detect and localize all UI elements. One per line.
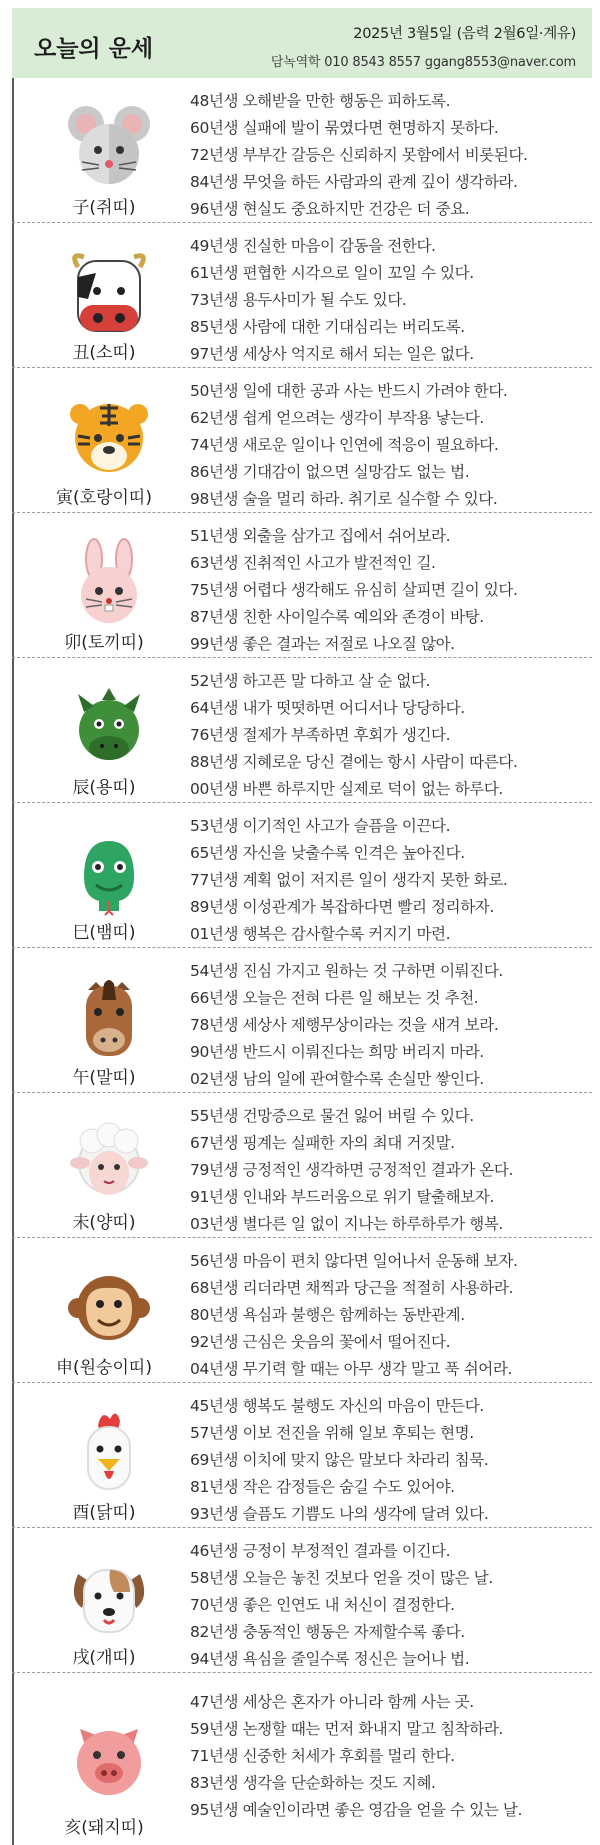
zodiac-animal <box>24 78 184 222</box>
zodiac-name: 寅(호랑이띠) <box>56 488 152 508</box>
fortune-line: 54년생 진심 가지고 원하는 것 구하면 이뤄진다. <box>190 962 503 980</box>
zodiac-name: 子(쥐띠) <box>72 198 136 218</box>
fortune-line: 72년생 부부간 갈등은 신뢰하지 못함에서 비롯된다. <box>190 146 528 164</box>
page-title: 오늘의 운세 <box>34 36 154 62</box>
zodiac-animal <box>24 513 184 657</box>
fortune-line: 60년생 실패에 발이 묶였다면 현명하지 못하다. <box>190 119 499 137</box>
dog-icon <box>64 1552 154 1642</box>
fortune-line: 93년생 슬픔도 기쁨도 나의 생각에 달려 있다. <box>190 1505 489 1523</box>
zodiac-name: 巳(뱀띠) <box>72 923 136 943</box>
fortune-line: 70년생 좋은 인연도 내 처신이 결정한다. <box>190 1596 455 1614</box>
fortune-line: 96년생 현실도 중요하지만 건강은 더 중요. <box>190 200 470 218</box>
fortune-line: 58년생 오늘은 놓친 것보다 얻을 것이 많은 날. <box>190 1569 493 1587</box>
fortune-lines <box>190 958 503 1093</box>
rooster-icon <box>64 1407 154 1497</box>
fortune-line: 79년생 긍정적인 생각하면 긍정적인 결과가 온다. <box>190 1161 513 1179</box>
fortune-line: 80년생 욕심과 불행은 함께하는 동반관계. <box>190 1306 465 1324</box>
fortune-line: 61년생 편협한 시각으로 일이 꼬일 수 있다. <box>190 264 474 282</box>
fortune-line: 89년생 이성관계가 복잡하다면 빨리 정리하자. <box>190 898 494 916</box>
zodiac-row <box>12 1673 592 1843</box>
fortune-line: 57년생 이보 전진을 위해 일보 후퇴는 현명. <box>190 1424 474 1442</box>
zodiac-animal <box>24 1673 184 1843</box>
pig-icon <box>64 1713 154 1803</box>
zodiac-animal <box>24 223 184 367</box>
fortune-lines <box>190 813 507 948</box>
zodiac-name: 戌(개띠) <box>72 1648 136 1668</box>
fortune-lines <box>190 88 528 223</box>
fortune-line: 71년생 신중한 처세가 후회를 멀리 한다. <box>190 1747 455 1765</box>
fortune-line: 59년생 논쟁할 때는 먼저 화내지 말고 침착하라. <box>190 1720 503 1738</box>
fortune-line: 69년생 이치에 맞지 않은 말보다 차라리 침묵. <box>190 1451 489 1469</box>
zodiac-animal <box>24 1238 184 1382</box>
fortune-line: 87년생 친한 사이일수록 예의와 존경이 바탕. <box>190 608 484 626</box>
zodiac-row <box>12 658 592 803</box>
zodiac-animal <box>24 1093 184 1237</box>
fortune-line: 04년생 무기력 할 때는 아무 생각 말고 푹 쉬어라. <box>190 1360 512 1378</box>
fortune-lines <box>190 378 507 513</box>
fortune-line: 97년생 세상사 억지로 해서 되는 일은 없다. <box>190 345 474 363</box>
fortune-line: 76년생 절제가 부족하면 후회가 생긴다. <box>190 726 451 744</box>
sheep-icon <box>64 1117 154 1207</box>
fortune-line: 55년생 건망증으로 물건 잃어 버릴 수 있다. <box>190 1107 474 1125</box>
fortune-line: 77년생 계획 없이 저지른 일이 생각지 못한 화로. <box>190 871 508 889</box>
fortune-line: 48년생 오해받을 만한 행동은 피하도록. <box>190 92 451 110</box>
zodiac-row <box>12 1528 592 1673</box>
fortune-line: 94년생 욕심을 줄일수록 정신은 늘어나 법. <box>190 1650 470 1668</box>
fortune-line: 85년생 사람에 대한 기대심리는 버리도록. <box>190 318 465 336</box>
fortune-line: 90년생 반드시 이뤄진다는 희망 버리지 마라. <box>190 1043 484 1061</box>
fortune-line: 65년생 자신을 낮출수록 인격은 높아진다. <box>190 844 465 862</box>
fortune-lines <box>190 523 518 658</box>
zodiac-name: 丑(소띠) <box>72 343 136 363</box>
fortune-line: 88년생 지혜로운 당신 곁에는 항시 사람이 따른다. <box>190 753 518 771</box>
fortune-line: 49년생 진실한 마음이 감동을 전한다. <box>190 237 436 255</box>
fortune-line: 00년생 바쁜 하루지만 실제로 덕이 없는 하루다. <box>190 780 503 798</box>
zodiac-animal <box>24 948 184 1092</box>
zodiac-row <box>12 1383 592 1528</box>
zodiac-name: 辰(용띠) <box>72 778 136 798</box>
fortune-line: 63년생 진취적인 사고가 발전적인 길. <box>190 554 436 572</box>
zodiac-name: 申(원숭이띠) <box>56 1358 152 1378</box>
rabbit-icon <box>64 537 154 627</box>
fortune-line: 95년생 예술인이라면 좋은 영감을 얻을 수 있는 날. <box>190 1801 523 1819</box>
zodiac-row <box>12 78 592 223</box>
zodiac-animal <box>24 1528 184 1672</box>
fortune-line: 74년생 새로운 일이나 인연에 적응이 필요하다. <box>190 436 499 454</box>
fortune-line: 66년생 오늘은 전혀 다른 일 해보는 것 추천. <box>190 989 479 1007</box>
zodiac-list <box>12 78 592 1843</box>
fortune-lines <box>190 1393 488 1528</box>
snake-icon <box>64 827 154 917</box>
fortune-lines <box>190 1103 513 1238</box>
fortune-line: 68년생 리더라면 채찍과 당근을 적절히 사용하라. <box>190 1279 513 1297</box>
fortune-lines <box>190 1248 518 1383</box>
dragon-icon <box>64 682 154 772</box>
zodiac-name: 午(말띠) <box>72 1068 136 1088</box>
fortune-line: 78년생 세상사 제행무상이라는 것을 새겨 보라. <box>190 1016 499 1034</box>
fortune-line: 53년생 이기적인 사고가 슬픔을 이끈다. <box>190 817 451 835</box>
fortune-lines <box>190 1689 522 1824</box>
contact-line: 담녹역학 010 8543 8557 ggang8553@naver.com <box>270 55 576 70</box>
fortune-line: 45년생 행복도 불행도 자신의 마음이 만든다. <box>190 1397 484 1415</box>
zodiac-row <box>12 1093 592 1238</box>
fortune-line: 91년생 인내와 부드러움으로 위기 탈출해보자. <box>190 1188 494 1206</box>
zodiac-name: 酉(닭띠) <box>72 1503 136 1523</box>
fortune-line: 52년생 하고픈 말 다하고 살 순 없다. <box>190 672 431 690</box>
zodiac-animal <box>24 368 184 512</box>
fortune-line: 51년생 외출을 삼가고 집에서 쉬어보라. <box>190 527 451 545</box>
fortune-line: 98년생 술을 멀리 하라. 취기로 실수할 수 있다. <box>190 490 498 508</box>
zodiac-row <box>12 368 592 513</box>
fortune-line: 46년생 긍정이 부정적인 결과를 이긴다. <box>190 1542 451 1560</box>
fortune-line: 02년생 남의 일에 관여할수록 손실만 쌓인다. <box>190 1070 484 1088</box>
fortune-line: 62년생 쉽게 얻으려는 생각이 부작용 낳는다. <box>190 409 484 427</box>
zodiac-row <box>12 513 592 658</box>
fortune-line: 99년생 좋은 결과는 저절로 나오질 않아. <box>190 635 455 653</box>
fortune-line: 73년생 용두사미가 될 수도 있다. <box>190 291 407 309</box>
fortune-line: 75년생 어렵다 생각해도 유심히 살피면 길이 있다. <box>190 581 518 599</box>
fortune-line: 47년생 세상은 혼자가 아니라 함께 사는 곳. <box>190 1693 474 1711</box>
horse-icon <box>64 972 154 1062</box>
zodiac-row <box>12 1238 592 1383</box>
fortune-lines <box>190 668 518 803</box>
zodiac-name: 亥(돼지띠) <box>64 1818 144 1838</box>
zodiac-animal <box>24 803 184 947</box>
fortune-line: 82년생 충동적인 행동은 자제할수록 좋다. <box>190 1623 465 1641</box>
fortune-line: 84년생 무엇을 하든 사람과의 관계 깊이 생각하라. <box>190 173 518 191</box>
fortune-line: 86년생 기대감이 없으면 실망감도 없는 법. <box>190 463 470 481</box>
fortune-line: 03년생 별다른 일 없이 지나는 하루하루가 행복. <box>190 1215 503 1233</box>
monkey-icon <box>64 1262 154 1352</box>
zodiac-row <box>12 223 592 368</box>
zodiac-name: 未(양띠) <box>72 1213 136 1233</box>
zodiac-animal <box>24 1383 184 1527</box>
fortune-line: 67년생 핑계는 실패한 자의 최대 거짓말. <box>190 1134 455 1152</box>
fortune-line: 81년생 작은 감정들은 숨길 수도 있어야. <box>190 1478 455 1496</box>
header-banner <box>12 8 592 78</box>
zodiac-animal <box>24 658 184 802</box>
ox-icon <box>64 247 154 337</box>
fortune-line: 64년생 내가 떳떳하면 어디서나 당당하다. <box>190 699 465 717</box>
fortune-line: 83년생 생각을 단순화하는 것도 지혜. <box>190 1774 436 1792</box>
rat-icon <box>64 102 154 192</box>
zodiac-row <box>12 803 592 948</box>
fortune-line: 50년생 일에 대한 공과 사는 반드시 가려야 한다. <box>190 382 508 400</box>
zodiac-row <box>12 948 592 1093</box>
zodiac-name: 卯(토끼띠) <box>64 633 144 653</box>
date-line: 2025년 3월5일 (음력 2월6일·계유) <box>353 26 576 42</box>
fortune-line: 92년생 근심은 웃음의 꽃에서 떨어진다. <box>190 1333 451 1351</box>
fortune-line: 56년생 마음이 편치 않다면 일어나서 운동해 보자. <box>190 1252 518 1270</box>
fortune-line: 01년생 행복은 감사할수록 커지기 마련. <box>190 925 451 943</box>
fortune-lines <box>190 1538 493 1673</box>
tiger-icon <box>64 392 154 482</box>
fortune-lines <box>190 233 474 368</box>
